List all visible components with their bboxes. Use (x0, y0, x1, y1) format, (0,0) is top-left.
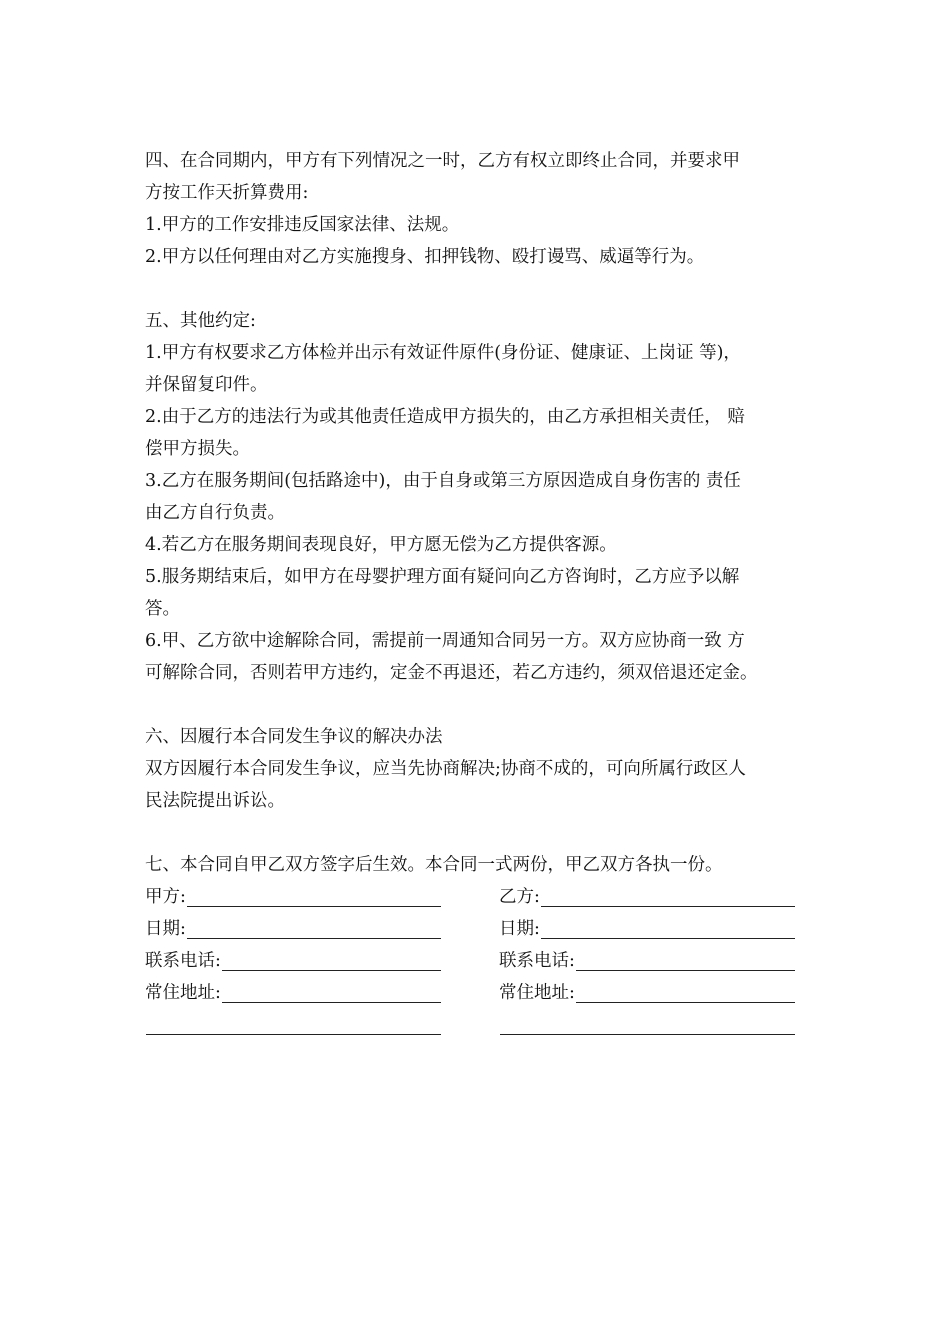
text-line: 4.若乙方在服务期间表现良好，甲方愿无偿为乙方提供客源。 (145, 535, 617, 555)
text-line: 四、在合同期内，甲方有下列情况之一时，乙方有权立即终止合同，并要求甲 (145, 151, 740, 171)
text-line: 方按工作天折算费用: (145, 183, 309, 203)
text-line: 七、本合同自甲乙双方签字后生效。本合同一式两份，甲乙双方各执一份。 (145, 855, 723, 875)
party-a-phone-field[interactable] (145, 945, 441, 977)
date-label: 日期: (499, 919, 540, 939)
paragraph-gap (145, 689, 810, 721)
signature-blank-line (146, 1033, 441, 1035)
party-b-label: 乙方: (499, 887, 540, 907)
text-line: 2.甲方以任何理由对乙方实施搜身、扣押钱物、殴打谩骂、威逼等行为。 (145, 247, 705, 267)
signature-blank-line (541, 905, 795, 907)
text-line: 偿甲方损失。 (145, 439, 250, 459)
signature-row (145, 977, 810, 1009)
signature-row (145, 945, 810, 977)
party-b-address-field[interactable] (499, 977, 795, 1009)
section-seven (145, 849, 810, 881)
signature-blank-line (187, 905, 441, 907)
date-label: 日期: (145, 919, 186, 939)
section-heading: 五、其他约定: (145, 311, 256, 331)
party-b-address-continuation-field[interactable] (499, 1009, 795, 1041)
signature-blank-line (576, 969, 795, 971)
party-a-address-continuation-field[interactable] (145, 1009, 441, 1041)
party-a-date-field[interactable] (145, 913, 441, 945)
party-b-date-field[interactable] (499, 913, 795, 945)
paragraph-gap (145, 817, 810, 849)
section-four (145, 145, 810, 273)
party-a-label: 甲方: (145, 887, 186, 907)
party-a-name-field[interactable] (145, 881, 441, 913)
paragraph-gap (145, 273, 810, 305)
signature-blank-line (187, 937, 441, 939)
signature-blank-line (576, 1001, 795, 1003)
party-b-name-field[interactable] (499, 881, 795, 913)
text-line: 2.由于乙方的违法行为或其他责任造成甲方损失的，由乙方承担相关责任， 赔 (145, 407, 745, 427)
address-label: 常住地址: (145, 983, 221, 1003)
text-line: 双方因履行本合同发生争议，应当先协商解决;协商不成的，可向所属行政区人 (145, 759, 746, 779)
text-line: 6.甲、乙方欲中途解除合同，需提前一周通知合同另一方。双方应协商一致 方 (145, 631, 745, 651)
text-line: 5.服务期结束后，如甲方在母婴护理方面有疑问向乙方咨询时，乙方应予以解 (145, 567, 740, 587)
address-label: 常住地址: (499, 983, 575, 1003)
text-line: 由乙方自行负责。 (145, 503, 285, 523)
phone-label: 联系电话: (499, 951, 575, 971)
signature-row (145, 881, 810, 913)
text-line: 民法院提出诉讼。 (145, 791, 285, 811)
text-line: 可解除合同，否则若甲方违约，定金不再退还，若乙方违约，须双倍退还定金。 (145, 663, 758, 683)
phone-label: 联系电话: (145, 951, 221, 971)
party-b-phone-field[interactable] (499, 945, 795, 977)
text-line: 3.乙方在服务期间(包括路途中)，由于自身或第三方原因造成自身伤害的 责任 (145, 471, 741, 491)
signature-blank-line (541, 937, 795, 939)
section-six (145, 721, 810, 817)
section-five (145, 305, 810, 689)
contract-page (145, 145, 810, 1041)
signature-row (145, 1009, 810, 1041)
party-a-address-field[interactable] (145, 977, 441, 1009)
signature-row (145, 913, 810, 945)
signature-blank-line (500, 1033, 795, 1035)
text-line: 并保留复印件。 (145, 375, 268, 395)
signature-block (145, 881, 810, 1041)
text-line: 答。 (145, 599, 180, 619)
text-line: 1.甲方的工作安排违反国家法律、法规。 (145, 215, 460, 235)
text-line: 1.甲方有权要求乙方体检并出示有效证件原件(身份证、健康证、上岗证 等)， (145, 343, 741, 363)
signature-blank-line (222, 1001, 441, 1003)
signature-blank-line (222, 969, 441, 971)
section-heading: 六、因履行本合同发生争议的解决办法 (145, 727, 443, 747)
